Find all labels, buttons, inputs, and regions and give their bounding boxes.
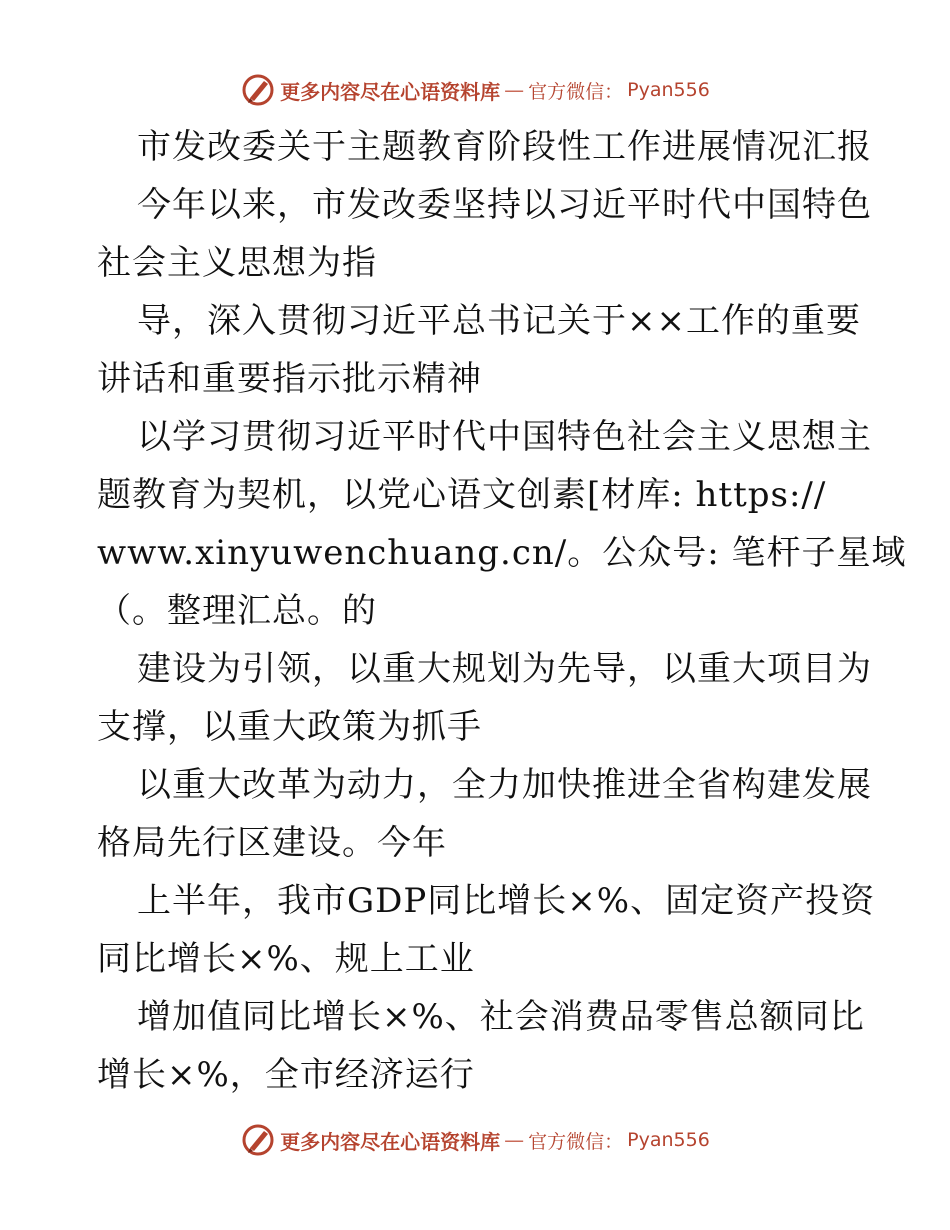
banner-wechat-id: Pyan556 xyxy=(627,79,710,101)
paragraph-line: 今年以来，市发改委坚持以习近平时代中国特色 xyxy=(137,185,872,225)
pen-logo-icon xyxy=(240,72,276,108)
header-watermark-banner xyxy=(0,70,950,110)
paragraph-line: 增长×%，全市经济运行 xyxy=(97,1055,475,1095)
banner-main-text: 更多内容尽在心语资料库 xyxy=(280,1129,501,1154)
banner-sub-text: 官方微信： xyxy=(528,1130,624,1153)
paragraph-line: （。整理汇总。的 xyxy=(97,591,377,631)
paragraph-line: 格局先行区建设。今年 xyxy=(97,823,447,863)
banner-dash: — xyxy=(504,1128,525,1152)
pen-logo-icon xyxy=(240,1122,276,1158)
paragraph-line: 以重大改革为动力，全力加快推进全省构建发展 xyxy=(137,765,872,805)
document-title: 市发改委关于主题教育阶段性工作进展情况汇报 xyxy=(137,127,872,167)
paragraph-line: 建设为引领，以重大规划为先导，以重大项目为 xyxy=(137,649,872,689)
banner-dash: — xyxy=(504,78,525,102)
banner-wechat-id: Pyan556 xyxy=(627,1129,710,1151)
paragraph-line: 上半年，我市GDP同比增长×%、固定资产投资 xyxy=(137,881,876,921)
paragraph-line: 支撑，以重大政策为抓手 xyxy=(97,707,482,747)
paragraph-line: 增加值同比增长×%、社会消费品零售总额同比 xyxy=(137,997,865,1037)
paragraph-line: 导，深入贯彻习近平总书记关于××工作的重要 xyxy=(137,301,861,341)
banner-sub-text: 官方微信： xyxy=(528,80,624,103)
paragraph-line: 社会主义思想为指 xyxy=(97,243,377,283)
paragraph-line: www.xinyuwenchuang.cn/。公众号: 笔杆子星域 xyxy=(97,533,907,573)
paragraph-line: 同比增长×%、规上工业 xyxy=(97,939,475,979)
paragraph-line: 题教育为契机，以党心语文创素[材库: https:// xyxy=(97,475,827,515)
paragraph-line: 讲话和重要指示批示精神 xyxy=(97,359,482,399)
document-body xyxy=(97,118,907,1104)
banner-main-text: 更多内容尽在心语资料库 xyxy=(280,79,501,104)
footer-watermark-banner xyxy=(0,1120,950,1160)
paragraph-line: 以学习贯彻习近平时代中国特色社会主义思想主 xyxy=(137,417,872,457)
